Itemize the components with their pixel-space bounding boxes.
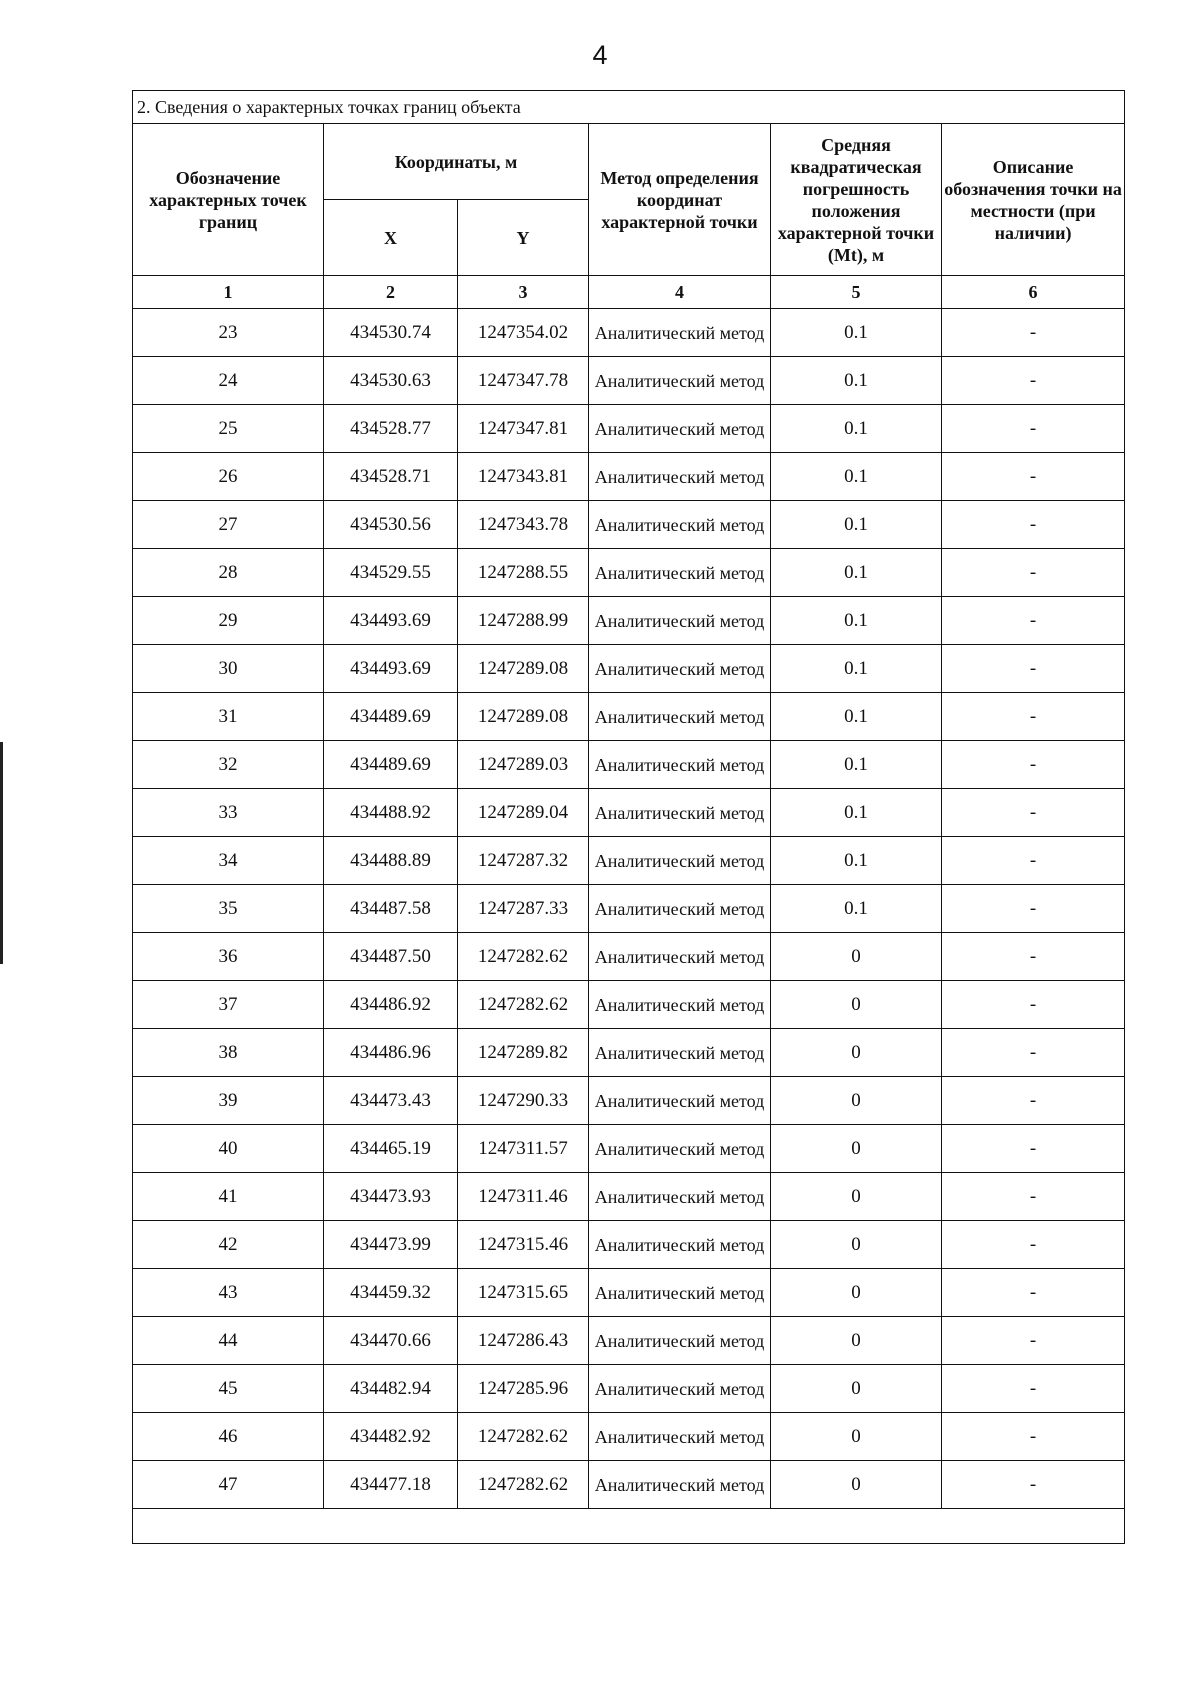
table-row xyxy=(133,453,1125,501)
description-cell: - xyxy=(942,1317,1125,1365)
description-cell: - xyxy=(942,645,1125,693)
x-coordinate-cell: 434486.92 xyxy=(324,981,458,1029)
description-cell: - xyxy=(942,1221,1125,1269)
column-number: 6 xyxy=(942,276,1125,309)
error-cell: 0 xyxy=(771,1173,942,1221)
column-number: 1 xyxy=(133,276,324,309)
method-cell: Аналитический метод xyxy=(589,885,771,933)
description-cell: - xyxy=(942,1365,1125,1413)
description-cell: - xyxy=(942,1173,1125,1221)
description-cell: - xyxy=(942,597,1125,645)
point-id-cell: 43 xyxy=(133,1269,324,1317)
x-coordinate-cell: 434473.93 xyxy=(324,1173,458,1221)
error-cell: 0 xyxy=(771,1221,942,1269)
table-row xyxy=(133,597,1125,645)
header-description: Описание обозначения точки на местности (при наличии) xyxy=(942,124,1125,276)
description-cell: - xyxy=(942,309,1125,357)
point-id-cell: 47 xyxy=(133,1461,324,1509)
column-number: 2 xyxy=(324,276,458,309)
table-header xyxy=(133,91,1125,309)
table-row xyxy=(133,837,1125,885)
y-coordinate-cell: 1247287.33 xyxy=(458,885,589,933)
x-coordinate-cell: 434459.32 xyxy=(324,1269,458,1317)
x-coordinate-cell: 434482.94 xyxy=(324,1365,458,1413)
column-number: 5 xyxy=(771,276,942,309)
method-cell: Аналитический метод xyxy=(589,309,771,357)
x-coordinate-cell: 434487.58 xyxy=(324,885,458,933)
table-row xyxy=(133,1317,1125,1365)
table-row xyxy=(133,1077,1125,1125)
header-y: Y xyxy=(458,200,589,276)
table-row xyxy=(133,645,1125,693)
y-coordinate-cell: 1247282.62 xyxy=(458,1461,589,1509)
description-cell: - xyxy=(942,693,1125,741)
description-cell: - xyxy=(942,885,1125,933)
description-cell: - xyxy=(942,549,1125,597)
error-cell: 0 xyxy=(771,981,942,1029)
method-cell: Аналитический метод xyxy=(589,1173,771,1221)
point-id-cell: 34 xyxy=(133,837,324,885)
method-cell: Аналитический метод xyxy=(589,597,771,645)
point-id-cell: 32 xyxy=(133,741,324,789)
x-coordinate-cell: 434488.89 xyxy=(324,837,458,885)
y-coordinate-cell: 1247289.82 xyxy=(458,1029,589,1077)
error-cell: 0.1 xyxy=(771,597,942,645)
y-coordinate-cell: 1247282.62 xyxy=(458,1413,589,1461)
error-cell: 0.1 xyxy=(771,453,942,501)
error-cell: 0 xyxy=(771,1029,942,1077)
point-id-cell: 39 xyxy=(133,1077,324,1125)
x-coordinate-cell: 434529.55 xyxy=(324,549,458,597)
error-cell: 0.1 xyxy=(771,549,942,597)
error-cell: 0.1 xyxy=(771,309,942,357)
y-coordinate-cell: 1247287.32 xyxy=(458,837,589,885)
description-cell: - xyxy=(942,1269,1125,1317)
method-cell: Аналитический метод xyxy=(589,741,771,789)
y-coordinate-cell: 1247289.04 xyxy=(458,789,589,837)
x-coordinate-cell: 434530.63 xyxy=(324,357,458,405)
description-cell: - xyxy=(942,789,1125,837)
point-id-cell: 23 xyxy=(133,309,324,357)
method-cell: Аналитический метод xyxy=(589,357,771,405)
point-id-cell: 36 xyxy=(133,933,324,981)
description-cell: - xyxy=(942,933,1125,981)
table-row xyxy=(133,309,1125,357)
point-id-cell: 24 xyxy=(133,357,324,405)
boundary-points-table xyxy=(132,90,1125,1544)
y-coordinate-cell: 1247311.46 xyxy=(458,1173,589,1221)
error-cell: 0.1 xyxy=(771,645,942,693)
table-row xyxy=(133,1269,1125,1317)
y-coordinate-cell: 1247289.03 xyxy=(458,741,589,789)
x-coordinate-cell: 434530.56 xyxy=(324,501,458,549)
empty-footer-row xyxy=(133,1509,1125,1544)
error-cell: 0 xyxy=(771,933,942,981)
y-coordinate-cell: 1247354.02 xyxy=(458,309,589,357)
description-cell: - xyxy=(942,1125,1125,1173)
error-cell: 0 xyxy=(771,1077,942,1125)
x-coordinate-cell: 434470.66 xyxy=(324,1317,458,1365)
y-coordinate-cell: 1247285.96 xyxy=(458,1365,589,1413)
method-cell: Аналитический метод xyxy=(589,1317,771,1365)
x-coordinate-cell: 434465.19 xyxy=(324,1125,458,1173)
error-cell: 0.1 xyxy=(771,405,942,453)
point-id-cell: 25 xyxy=(133,405,324,453)
y-coordinate-cell: 1247282.62 xyxy=(458,981,589,1029)
y-coordinate-cell: 1247347.78 xyxy=(458,357,589,405)
description-cell: - xyxy=(942,837,1125,885)
description-cell: - xyxy=(942,357,1125,405)
table-row xyxy=(133,549,1125,597)
point-id-cell: 38 xyxy=(133,1029,324,1077)
point-id-cell: 41 xyxy=(133,1173,324,1221)
y-coordinate-cell: 1247315.65 xyxy=(458,1269,589,1317)
point-id-cell: 31 xyxy=(133,693,324,741)
table-row xyxy=(133,885,1125,933)
point-id-cell: 30 xyxy=(133,645,324,693)
column-number: 3 xyxy=(458,276,589,309)
error-cell: 0.1 xyxy=(771,741,942,789)
error-cell: 0.1 xyxy=(771,789,942,837)
table-row xyxy=(133,741,1125,789)
header-coordinates: Координаты, м xyxy=(324,124,589,200)
error-cell: 0.1 xyxy=(771,693,942,741)
table-row xyxy=(133,1125,1125,1173)
x-coordinate-cell: 434473.99 xyxy=(324,1221,458,1269)
table-row xyxy=(133,1461,1125,1509)
table-body xyxy=(133,309,1125,1509)
method-cell: Аналитический метод xyxy=(589,789,771,837)
point-id-cell: 29 xyxy=(133,597,324,645)
error-cell: 0.1 xyxy=(771,357,942,405)
method-cell: Аналитический метод xyxy=(589,1461,771,1509)
method-cell: Аналитический метод xyxy=(589,1413,771,1461)
description-cell: - xyxy=(942,453,1125,501)
point-id-cell: 40 xyxy=(133,1125,324,1173)
description-cell: - xyxy=(942,741,1125,789)
y-coordinate-cell: 1247289.08 xyxy=(458,693,589,741)
error-cell: 0 xyxy=(771,1269,942,1317)
error-cell: 0 xyxy=(771,1125,942,1173)
x-coordinate-cell: 434489.69 xyxy=(324,741,458,789)
column-numbers-row xyxy=(133,276,1125,309)
description-cell: - xyxy=(942,501,1125,549)
header-method: Метод определения координат характерной точки xyxy=(589,124,771,276)
table-row xyxy=(133,1221,1125,1269)
table-row xyxy=(133,405,1125,453)
method-cell: Аналитический метод xyxy=(589,1029,771,1077)
x-coordinate-cell: 434528.77 xyxy=(324,405,458,453)
table-row xyxy=(133,981,1125,1029)
y-coordinate-cell: 1247347.81 xyxy=(458,405,589,453)
method-cell: Аналитический метод xyxy=(589,837,771,885)
method-cell: Аналитический метод xyxy=(589,1269,771,1317)
method-cell: Аналитический метод xyxy=(589,405,771,453)
description-cell: - xyxy=(942,405,1125,453)
table-row xyxy=(133,1365,1125,1413)
method-cell: Аналитический метод xyxy=(589,453,771,501)
y-coordinate-cell: 1247282.62 xyxy=(458,933,589,981)
error-cell: 0 xyxy=(771,1413,942,1461)
method-cell: Аналитический метод xyxy=(589,981,771,1029)
description-cell: - xyxy=(942,1461,1125,1509)
x-coordinate-cell: 434477.18 xyxy=(324,1461,458,1509)
point-id-cell: 33 xyxy=(133,789,324,837)
table-row xyxy=(133,789,1125,837)
description-cell: - xyxy=(942,981,1125,1029)
method-cell: Аналитический метод xyxy=(589,645,771,693)
x-coordinate-cell: 434493.69 xyxy=(324,645,458,693)
y-coordinate-cell: 1247289.08 xyxy=(458,645,589,693)
error-cell: 0.1 xyxy=(771,885,942,933)
error-cell: 0 xyxy=(771,1317,942,1365)
scan-edge-mark xyxy=(0,742,3,964)
method-cell: Аналитический метод xyxy=(589,1221,771,1269)
y-coordinate-cell: 1247288.55 xyxy=(458,549,589,597)
point-id-cell: 26 xyxy=(133,453,324,501)
x-coordinate-cell: 434482.92 xyxy=(324,1413,458,1461)
y-coordinate-cell: 1247315.46 xyxy=(458,1221,589,1269)
method-cell: Аналитический метод xyxy=(589,1125,771,1173)
table-row xyxy=(133,1173,1125,1221)
method-cell: Аналитический метод xyxy=(589,549,771,597)
table-row xyxy=(133,693,1125,741)
table-row xyxy=(133,1413,1125,1461)
x-coordinate-cell: 434528.71 xyxy=(324,453,458,501)
point-id-cell: 46 xyxy=(133,1413,324,1461)
y-coordinate-cell: 1247286.43 xyxy=(458,1317,589,1365)
point-id-cell: 28 xyxy=(133,549,324,597)
description-cell: - xyxy=(942,1413,1125,1461)
method-cell: Аналитический метод xyxy=(589,693,771,741)
y-coordinate-cell: 1247343.81 xyxy=(458,453,589,501)
description-cell: - xyxy=(942,1077,1125,1125)
x-coordinate-cell: 434489.69 xyxy=(324,693,458,741)
header-x: X xyxy=(324,200,458,276)
description-cell: - xyxy=(942,1029,1125,1077)
table-row xyxy=(133,1029,1125,1077)
point-id-cell: 37 xyxy=(133,981,324,1029)
point-id-cell: 44 xyxy=(133,1317,324,1365)
method-cell: Аналитический метод xyxy=(589,1365,771,1413)
page-number: 4 xyxy=(592,40,608,70)
y-coordinate-cell: 1247290.33 xyxy=(458,1077,589,1125)
table-row xyxy=(133,357,1125,405)
x-coordinate-cell: 434488.92 xyxy=(324,789,458,837)
header-error: Средняя квадратическая погрешность положения характерной точки (Mt), м xyxy=(771,124,942,276)
point-id-cell: 45 xyxy=(133,1365,324,1413)
point-id-cell: 27 xyxy=(133,501,324,549)
method-cell: Аналитический метод xyxy=(589,1077,771,1125)
x-coordinate-cell: 434487.50 xyxy=(324,933,458,981)
point-id-cell: 35 xyxy=(133,885,324,933)
error-cell: 0.1 xyxy=(771,837,942,885)
error-cell: 0.1 xyxy=(771,501,942,549)
header-designation: Обозначение характерных точек границ xyxy=(133,124,324,276)
y-coordinate-cell: 1247343.78 xyxy=(458,501,589,549)
column-number: 4 xyxy=(589,276,771,309)
y-coordinate-cell: 1247288.99 xyxy=(458,597,589,645)
section-title: 2. Сведения о характерных точках границ объекта xyxy=(133,91,1125,124)
x-coordinate-cell: 434473.43 xyxy=(324,1077,458,1125)
method-cell: Аналитический метод xyxy=(589,933,771,981)
x-coordinate-cell: 434493.69 xyxy=(324,597,458,645)
y-coordinate-cell: 1247311.57 xyxy=(458,1125,589,1173)
empty-cell xyxy=(133,1509,1125,1544)
error-cell: 0 xyxy=(771,1461,942,1509)
table-row xyxy=(133,501,1125,549)
table-row xyxy=(133,933,1125,981)
method-cell: Аналитический метод xyxy=(589,501,771,549)
x-coordinate-cell: 434486.96 xyxy=(324,1029,458,1077)
point-id-cell: 42 xyxy=(133,1221,324,1269)
x-coordinate-cell: 434530.74 xyxy=(324,309,458,357)
error-cell: 0 xyxy=(771,1365,942,1413)
